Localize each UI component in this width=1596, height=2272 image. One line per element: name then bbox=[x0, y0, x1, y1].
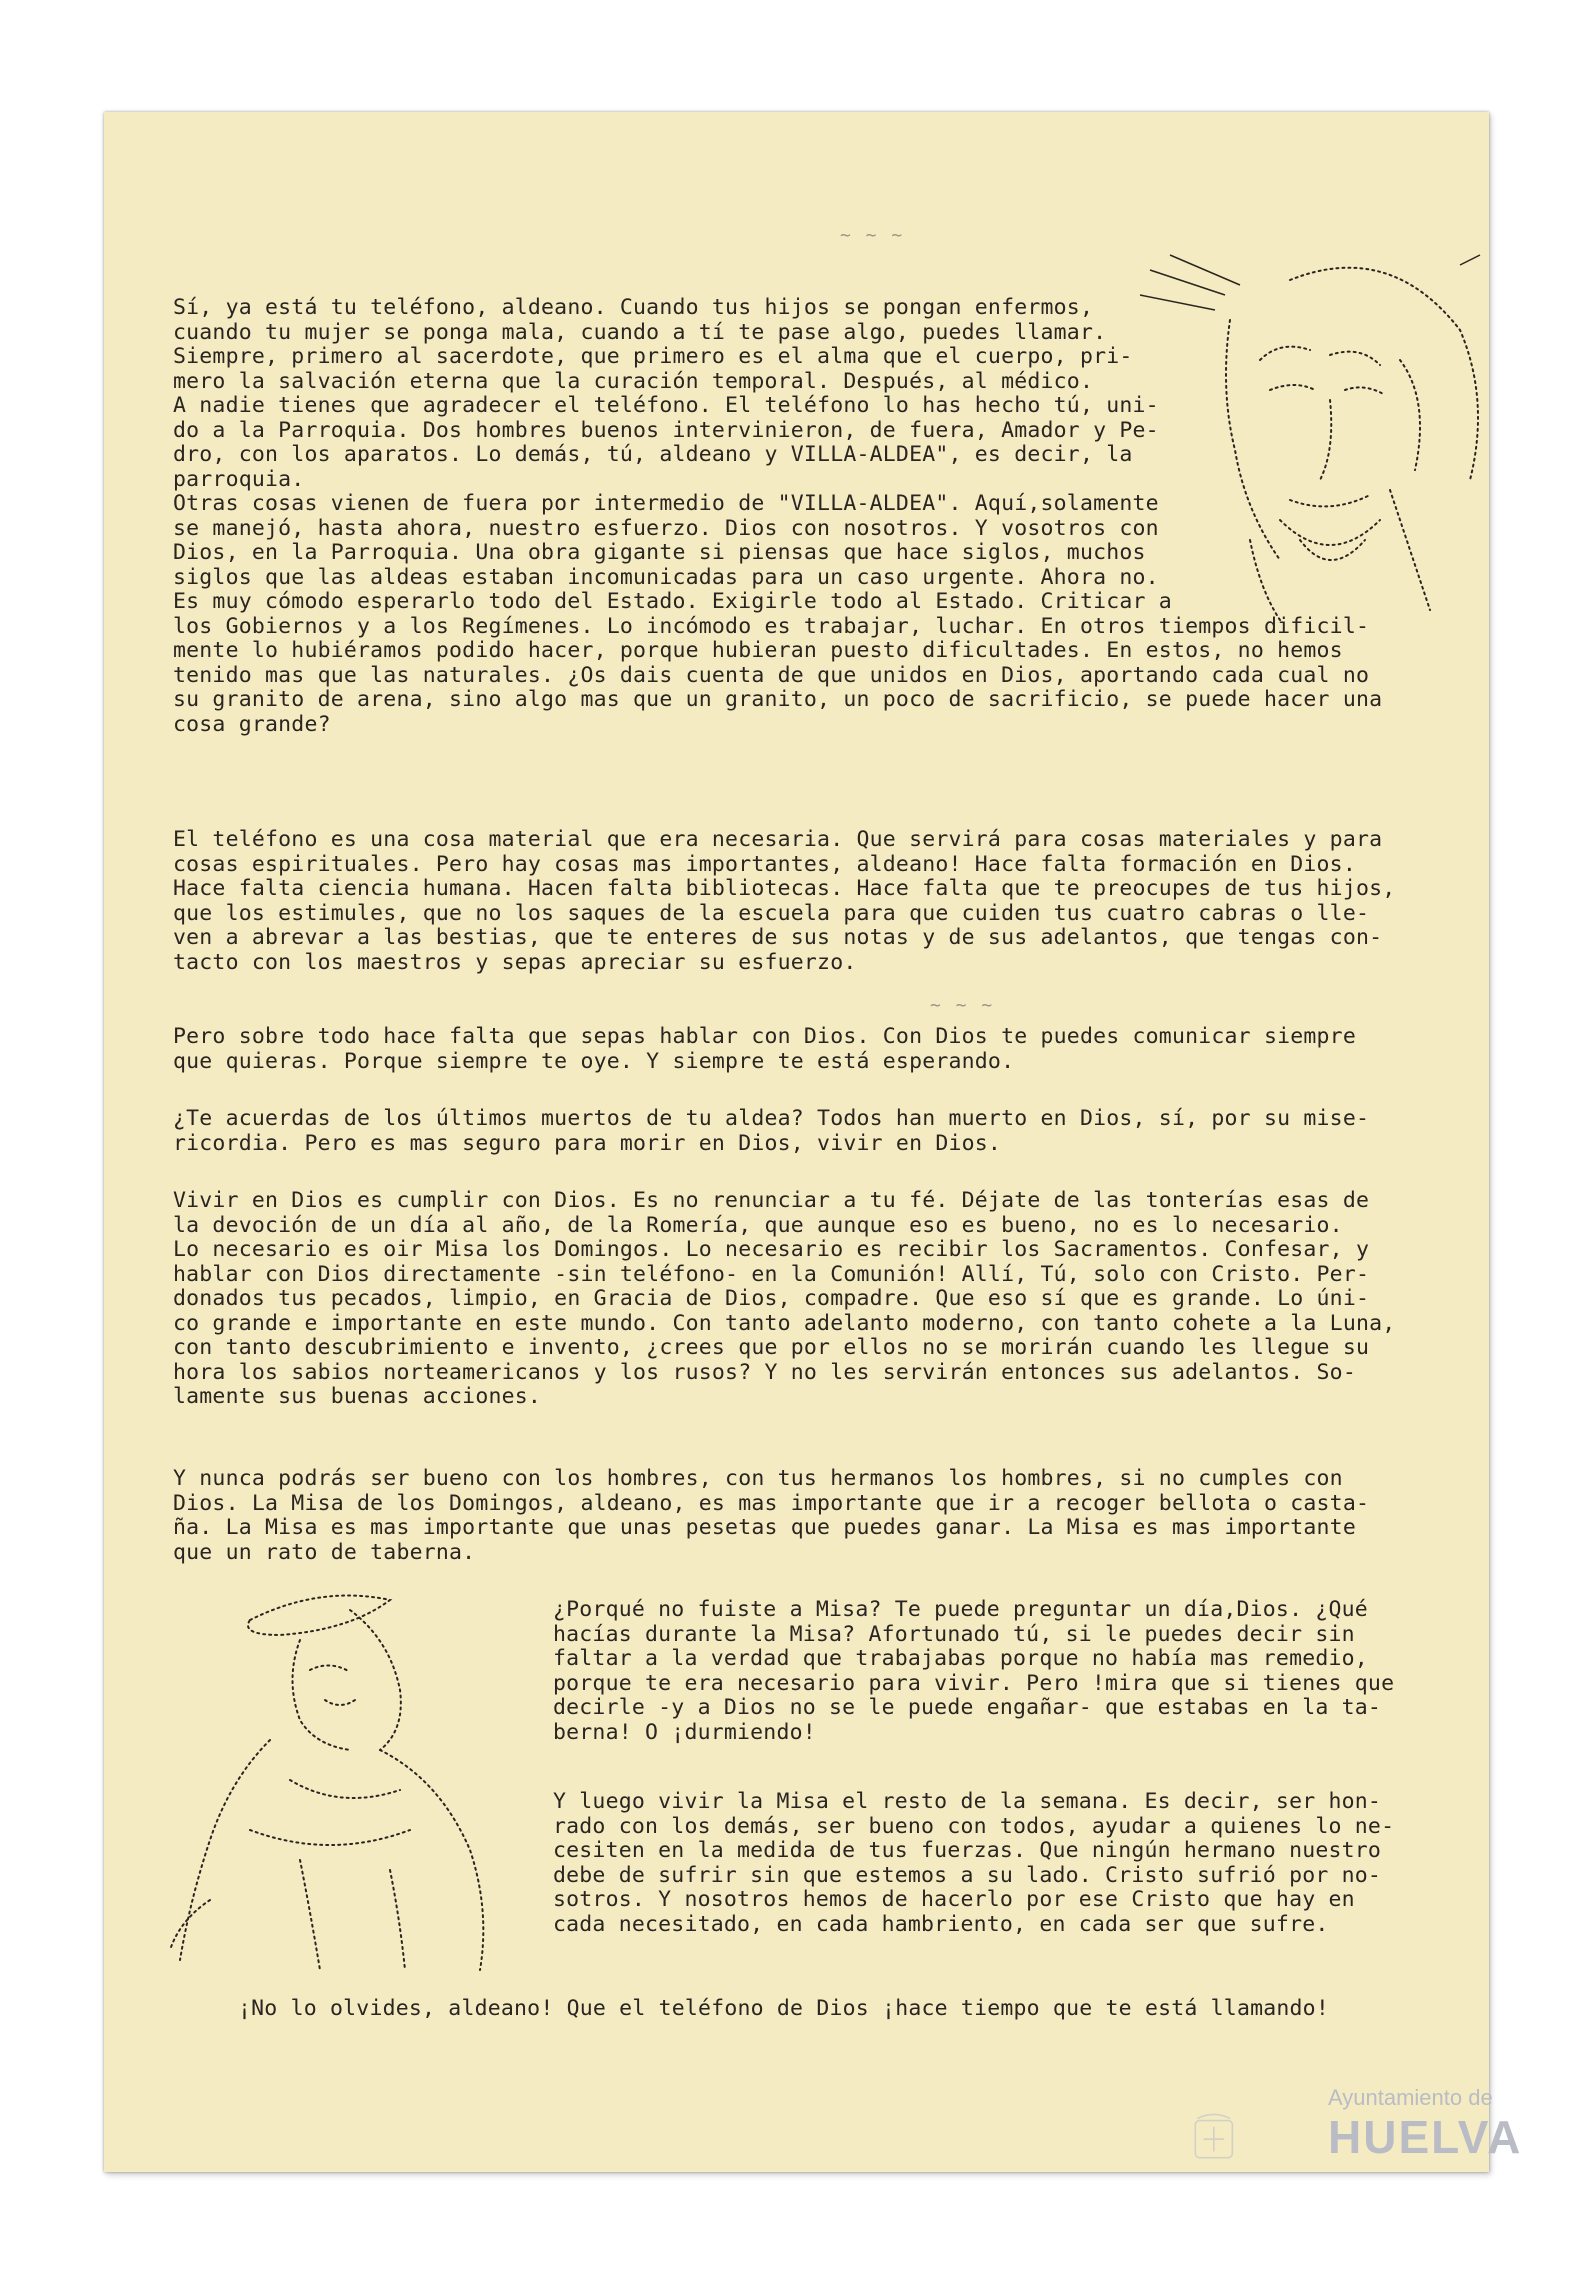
text-line: cesiten en la medida de tus fuerzas. Que ningún hermano nuestro bbox=[553, 1838, 1382, 1863]
text-line: ricordia. Pero es mas seguro para morir en Dios, vivir en Dios. bbox=[173, 1130, 1002, 1156]
paragraph-8 bbox=[553, 1790, 1453, 1937]
coat-of-arms-watermark bbox=[1185, 2075, 1325, 2195]
text-line: que un rato de taberna. bbox=[173, 1539, 476, 1565]
text-line: hacías durante la Misa? Afortunado tú, si le puedes decir sin bbox=[553, 1621, 1355, 1647]
text-line: ña. La Misa es mas importante que unas pesetas que puedes ganar. La Misa es mas importante bbox=[173, 1515, 1356, 1540]
watermark-title: HUELVA bbox=[1328, 2111, 1523, 2163]
text-line: Lo necesario es oir Misa los Domingos. Lo necesario es recibir los Sacramentos. Confesar, y bbox=[173, 1237, 1370, 1262]
text-line: rado con los demás, ser bueno con todos, ayudar a quienes lo ne- bbox=[553, 1813, 1395, 1839]
text-line: debe de sufrir sin que estemos a su lado. Cristo sufrió por no- bbox=[553, 1862, 1382, 1888]
paragraph-7 bbox=[553, 1598, 1453, 1745]
text-line: ¿Porqué no fuiste a Misa? Te puede preguntar un día,Dios. ¿Qué bbox=[553, 1597, 1368, 1622]
text-line: Dios, en la Parroquia. Una obra gigante si piensas que hace siglos, muchos bbox=[173, 540, 1146, 565]
text-line: siglos que las aldeas estaban incomunicadas para un caso urgente. Ahora no. bbox=[173, 564, 1159, 590]
text-line: Siempre, primero al sacerdote, que primero es el alma que el cuerpo, pri- bbox=[173, 344, 1133, 369]
text-line: porque te era necesario para vivir. Pero !mira que si tienes que bbox=[553, 1670, 1395, 1696]
text-line: cosas espirituales. Pero hay cosas mas importantes, aldeano! Hace falta formación en Dios. bbox=[173, 851, 1356, 877]
paragraph-4 bbox=[173, 1107, 1443, 1156]
text-line: que los estimules, que no los saques de la escuela para que cuiden tus cuatro cabras o lle- bbox=[173, 900, 1370, 926]
text-line: hablar con Dios directamente -sin teléfono- en la Comunión! Allí, Tú, solo con Cristo. Per- bbox=[173, 1261, 1370, 1287]
text-line: Y luego vivir la Misa el resto de la semana. Es decir, ser hon- bbox=[553, 1789, 1382, 1814]
text-line: faltar a la verdad que trabajabas porque no había mas remedio, bbox=[553, 1646, 1368, 1671]
text-line: ¡No lo olvides, aldeano! Que el teléfono de Dios ¡hace tiempo que te está llamando! bbox=[238, 1996, 1329, 2021]
text-line: Hace falta ciencia humana. Hacen falta bibliotecas. Hace falta que te preocupes de tus hijos, bbox=[173, 876, 1396, 901]
paragraph-6 bbox=[173, 1467, 1443, 1565]
paragraph-9 bbox=[238, 1997, 1458, 2022]
text-line: dro, con los aparatos. Lo demás, tú, aldeano y VILLA-ALDEA", es decir, la bbox=[173, 442, 1133, 467]
faint-page-mark: ~ ~ ~ bbox=[840, 225, 905, 246]
text-line: ven a abrevar a las bestias, que te enteres de sus notas y de sus adelantos, que tengas con- bbox=[173, 925, 1383, 950]
text-line: lamente sus buenas acciones. bbox=[173, 1384, 542, 1409]
text-line: co grande e importante en este mundo. Con tanto adelanto moderno, con tanto cohete a la Luna, bbox=[173, 1310, 1396, 1336]
text-line: Otras cosas vienen de fuera por intermedio de "VILLA-ALDEA". Aquí,solamente bbox=[173, 491, 1159, 516]
faint-page-mark-2: ~ ~ ~ bbox=[930, 995, 995, 1016]
text-line: se manejó, hasta ahora, nuestro esfuerzo. Dios con nosotros. Y vosotros con bbox=[173, 515, 1159, 541]
text-line: El teléfono es una cosa material que era necesaria. Que servirá para cosas materiales y para bbox=[173, 827, 1383, 852]
text-line: donados tus pecados, limpio, en Gracia de Dios, compadre. Que eso sí que es grande. Lo úni- bbox=[173, 1286, 1370, 1311]
text-line: tenido mas que las naturales. ¿Os dais cuenta de que unidos en Dios, aportando cada cual no bbox=[173, 662, 1370, 688]
text-line: sotros. Y nosotros hemos de hacerlo por ese Cristo que hay en bbox=[553, 1887, 1355, 1912]
text-line: parroquia. bbox=[173, 466, 305, 492]
text-line: Vivir en Dios es cumplir con Dios. Es no renunciar a tu fé. Déjate de las tonterías esas de bbox=[173, 1188, 1370, 1213]
text-line: mero la salvación eterna que la curación temporal. Después, al médico. bbox=[173, 368, 1094, 394]
figure-sketch-bottom bbox=[150, 1580, 570, 1980]
text-line: Y nunca podrás ser bueno con los hombres, con tus hermanos los hombres, si no cumples con bbox=[173, 1466, 1343, 1491]
text-line: cuando tu mujer se ponga mala, cuando a tí te pase algo, puedes llamar. bbox=[173, 319, 1107, 345]
text-line: con tanto descubrimiento e invento, ¿crees que por ellos no se morirán cuando les llegue su bbox=[173, 1335, 1370, 1360]
text-line: su granito de arena, sino algo mas que un granito, un poco de sacrificio, se puede hacer una bbox=[173, 687, 1383, 712]
text-line: la devoción de un día al año, de la Romería, que aunque eso es bueno, no es lo necesario. bbox=[173, 1212, 1343, 1238]
paragraph-3 bbox=[173, 1025, 1443, 1074]
text-line: mente lo hubiéramos podido hacer, porque hubieran puesto dificultades. En estos, no hemos bbox=[173, 638, 1343, 663]
text-line: hora los sabios norteamericanos y los rusos? Y no les servirán entonces sus adelantos. So- bbox=[173, 1359, 1356, 1385]
text-line: Dios. La Misa de los Domingos, aldeano, es mas importante que ir a recoger bellota o casta- bbox=[173, 1490, 1370, 1516]
paragraph-2 bbox=[173, 828, 1443, 975]
text-line: do a la Parroquia. Dos hombres buenos intervinieron, de fuera, Amador y Pe- bbox=[173, 417, 1159, 443]
text-line: Sí, ya está tu teléfono, aldeano. Cuando tus hijos se pongan enfermos, bbox=[173, 295, 1094, 320]
text-line: cosa grande? bbox=[173, 711, 331, 737]
text-line: berna! O ¡durmiendo! bbox=[553, 1719, 816, 1745]
text-line: cada necesitado, en cada hambriento, en cada ser que sufre. bbox=[553, 1911, 1329, 1937]
paragraph-1 bbox=[173, 296, 1443, 737]
text-line: tacto con los maestros y sepas apreciar su esfuerzo. bbox=[173, 949, 857, 975]
text-line: Pero sobre todo hace falta que sepas hablar con Dios. Con Dios te puedes comunicar siempre bbox=[173, 1024, 1356, 1049]
text-line: los Gobiernos y a los Regímenes. Lo incómodo es trabajar, luchar. En otros tiempos dificil- bbox=[173, 613, 1370, 639]
text-line: decirle -y a Dios no se le puede engañar- que estabas en la ta- bbox=[553, 1695, 1382, 1720]
paragraph-5 bbox=[173, 1189, 1443, 1410]
text-line: ¿Te acuerdas de los últimos muertos de tu aldea? Todos han muerto en Dios, sí, por su mise- bbox=[173, 1106, 1370, 1131]
text-line: A nadie tienes que agradecer el teléfono. El teléfono lo has hecho tú, uni- bbox=[173, 393, 1159, 418]
watermark-subtitle: Ayuntamiento de bbox=[1328, 2085, 1493, 2110]
text-line: Es muy cómodo esperarlo todo del Estado. Exigirle todo al Estado. Criticar a bbox=[173, 589, 1172, 614]
text-line: que quieras. Porque siempre te oye. Y siempre te está esperando. bbox=[173, 1048, 1015, 1074]
